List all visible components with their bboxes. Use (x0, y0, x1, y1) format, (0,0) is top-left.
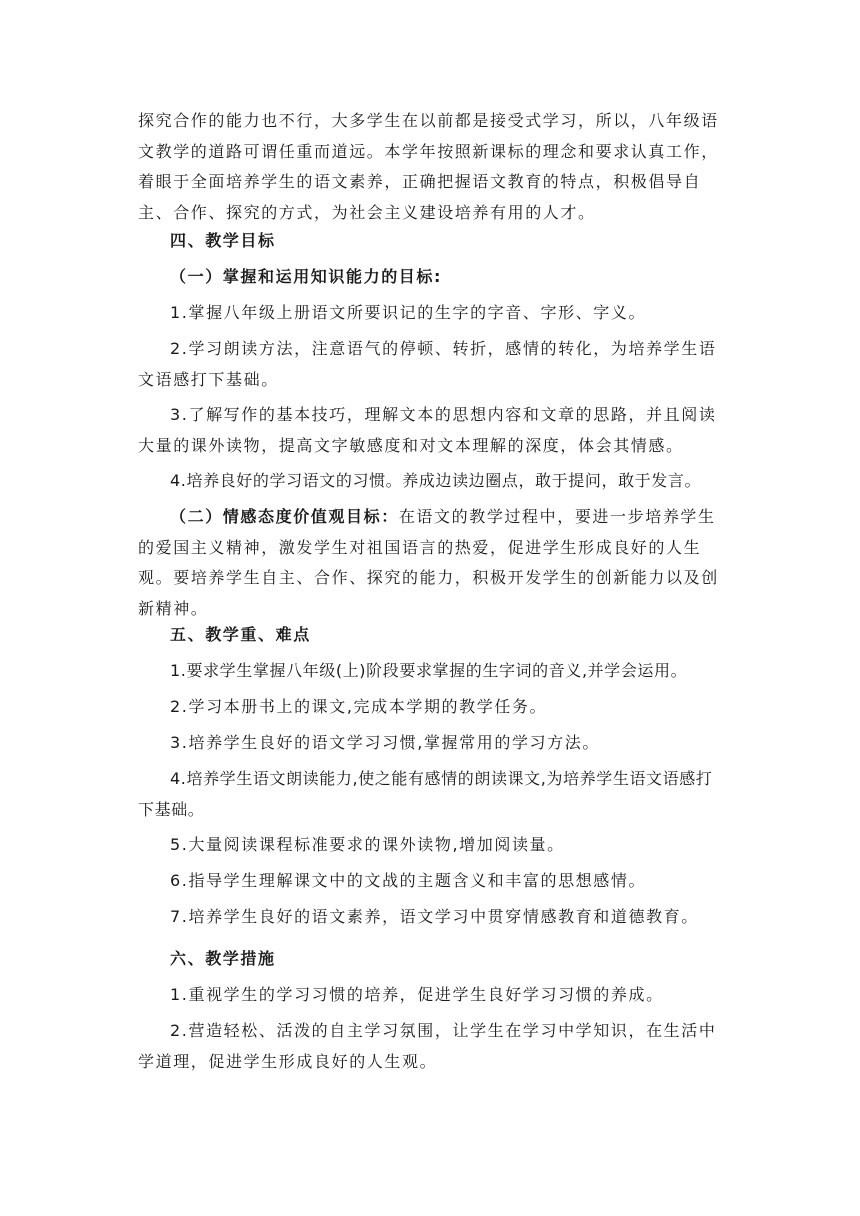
section5-item-1: 1.要求学生掌握八年级(上)阶段要求掌握的生字词的音义,并学会运用。 (170, 661, 688, 680)
section6-heading: 六、教学措施 (170, 949, 276, 968)
section4-item-1: 1.掌握八年级上册语文所要识记的生字的字音、字形、字义。 (170, 303, 647, 322)
section4-sub2-text: 在语文的教学过程中，要进一步培养学生的爱国主义精神，激发学生对祖国语言的热爱，促进学生形成良好的人生观。要培养学生自主、合作、探究的能力，积极开发学生的创新能力以及创新精神。 (138, 507, 719, 618)
section5-heading: 五、教学重、难点 (170, 625, 311, 644)
section5-item-3: 3.培养学生良好的语文学习习惯,掌握常用的学习方法。 (170, 733, 600, 752)
section4-item-4: 4.培养良好的学习语文的习惯。养成边读边圈点，敢于提问，敢于发言。 (170, 471, 702, 490)
section5-item-7: 7.培养学生良好的语文素养，语文学习中贯穿情感教育和道德教育。 (170, 907, 699, 926)
section5-item-5: 5.大量阅读课程标准要求的课外读物,增加阅读量。 (170, 835, 565, 854)
section4-item-3: 3.了解写作的基本技巧，理解文本的思想内容和文章的思路，并且阅读大量的课外读物，提高文字敏感度和对文本理解的深度，体会其情感。 (138, 405, 717, 455)
section6-item-2: 2.营造轻松、活泼的自主学习氛围，让学生在学习中学知识，在生活中学道理，促进学生形成良好的人生观。 (138, 1021, 717, 1071)
section4-heading: 四、教学目标 (170, 231, 276, 250)
section5-item-6: 6.指导学生理解课文中的文战的主题含义和丰富的思想感情。 (170, 871, 647, 890)
section4-sub1-heading: （一）掌握和运用知识能力的目标: (170, 267, 442, 286)
section4-item-2: 2.学习朗读方法，注意语气的停顿、转折，感情的转化，为培养学生语文语感打下基础。 (138, 339, 717, 389)
section5-item-4: 4.培养学生语文朗读能力,使之能有感情的朗读课文,为培养学生语文语感打下基础。 (138, 769, 713, 819)
section6-item-1: 1.重视学生的学习习惯的培养，促进学生良好学习习惯的养成。 (170, 985, 664, 1004)
intro-paragraph: 探究合作的能力也不行，大多学生在以前都是接受式学习，所以，八年级语文教学的道路可谓任重而道远。本学年按照新课标的理念和要求认真工作，着眼于全面培养学生的语文素养，正确把握语文教育的特点，积极倡导自主、合作、探究的方式，为社会主义建设培养有用的人才。 (138, 111, 719, 222)
section5-item-2: 2.学习本册书上的课文,完成本学期的教学任务。 (170, 697, 548, 716)
section4-sub2-paragraph (138, 502, 728, 624)
section4-sub2-label: （二）情感态度价值观目标： (170, 507, 399, 526)
